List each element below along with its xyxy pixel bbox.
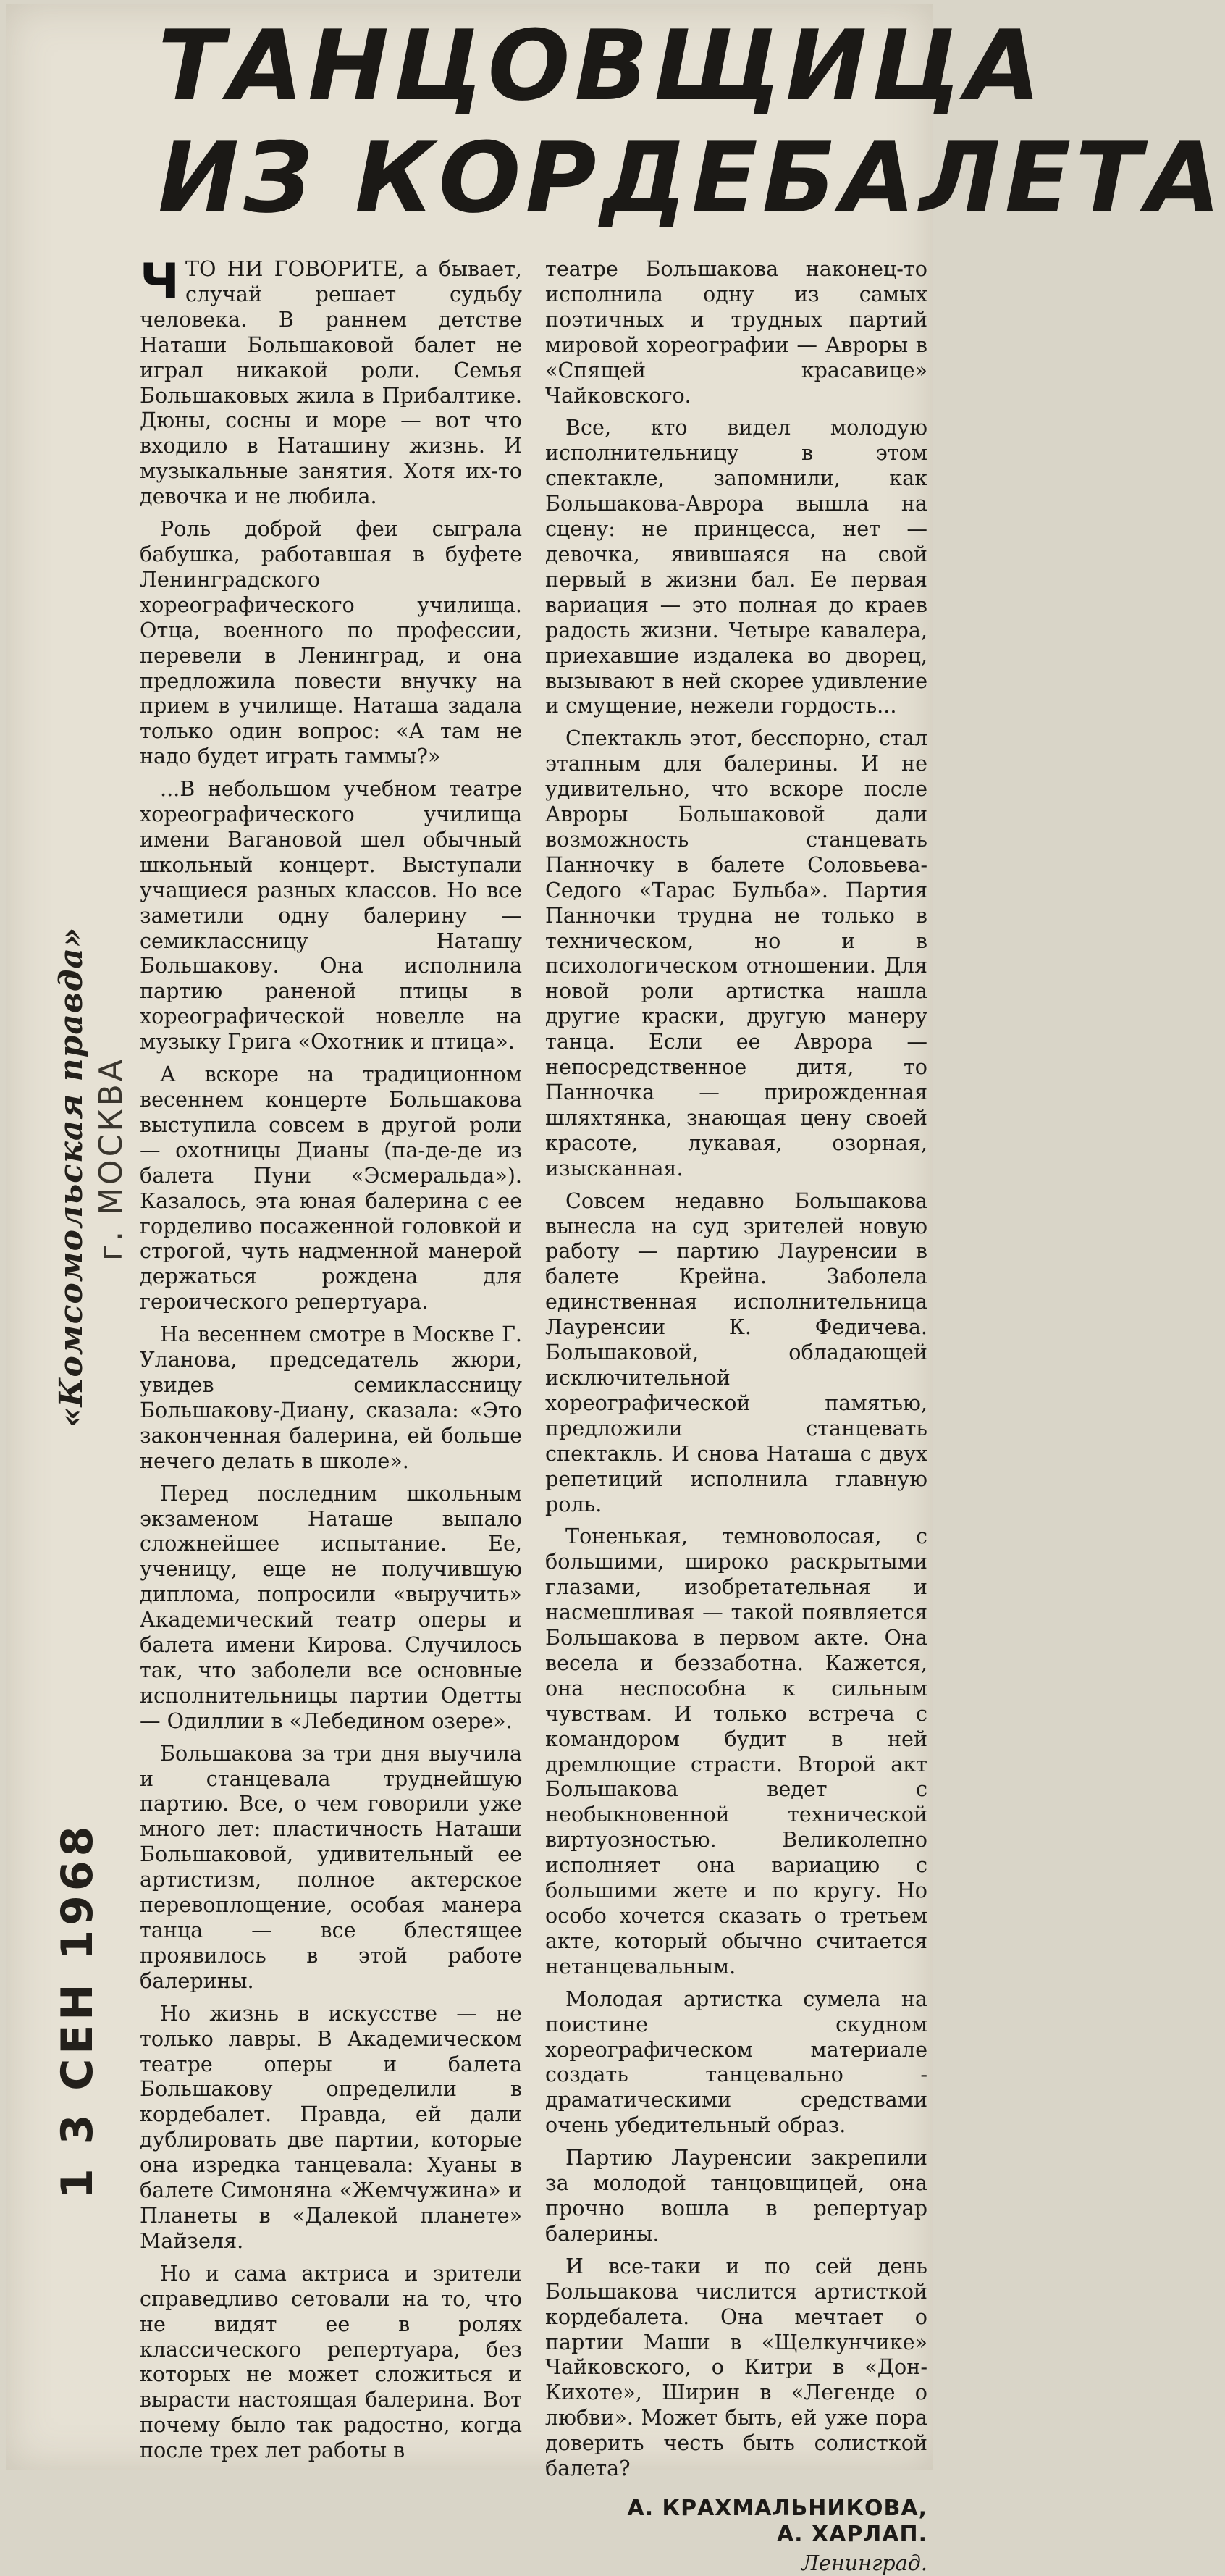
date-stamp: 1 3 СЕН 1968 bbox=[52, 1821, 103, 2199]
paragraph: Тоненькая, темноволосая, с большими, широко раскрытыми глазами, изобретательная и насмешливая — такой появляется Большакова в первом акте. Она весела и беззаботна. Кажется, она неспособна к сильным чувствам. И только встреча с командором будит в ней дремлющие страсти. Второй акт Большакова ведет с необыкновенной технической виртуозностью. Великолепно исполняет она вариацию с большими жете и по кругу. Но особо хочется сказать о третьем акте, который обычно считается нетанцевальным. bbox=[545, 1524, 927, 1979]
paragraph: Но жизнь в искусстве — не только лавры. В Академическом театре оперы и балета Большакову определили в кордебалет. Правда, ей дали дублировать две партии, которые она изредка танцевала: Хуаны в балете Симоняна «Жемчужина» и Планеты в «Далекой планете» Майзеля. bbox=[140, 2000, 522, 2253]
paragraph: Партию Лауренсии закрепили за молодой танцовщицей, она прочно вошла в репертуар балерины. bbox=[545, 2145, 927, 2246]
byline-city: Ленинград. bbox=[801, 2550, 927, 2575]
article-column-right bbox=[545, 256, 927, 2576]
author-2: А. ХАРЛАП. bbox=[776, 2521, 927, 2547]
author-1: А. КРАХМАЛЬНИКОВА, bbox=[627, 2495, 927, 2521]
paragraph: Совсем недавно Большакова вынесла на суд зрителей новую работу — партию Лауренсии в балете Крейна. Заболела единственная исполнительница Лауренсии К. Федичева. Большаковой, обладающей исключительной хореографической памятью, предложили станцевать спектакль. И снова Наташа с двух репетиций исполнила главную роль. bbox=[545, 1188, 927, 1516]
paragraph: Роль доброй феи сыграла бабушка, работавшая в буфете Ленинградского хореографического училища. Отца, военного по профессии, перевели в Ленинград, и она предложила повести внучку на прием в училище. Наташа задала только один вопрос: «А там не надо будет играть гаммы?» bbox=[140, 516, 522, 769]
newspaper-clipping bbox=[6, 4, 1225, 2575]
article-column-left bbox=[140, 253, 522, 2470]
paragraph: Большакова за три дня выучила и станцевала труднейшую партию. Все, о чем говорили уже много лет: пластичность Наташи Большаковой, удивительный ее артистизм, полное актерское перевоплощение, особая манера танца — все блестящее проявилось в этой работе балерины. bbox=[140, 1740, 522, 1993]
paragraph: Спектакль этот, бесспорно, стал этапным для балерины. И не удивительно, что вскоре после Авроры Большаковой дали возможность станцевать Панночку в балете Соловьева-Седого «Тарас Бульба». Партия Панночки трудна не только в техническом, но и в психологическом отношении. Для новой роли артистка нашла другие краски, другую манеру танца. Если ее Аврора — непосредственное дитя, то Панночка — прирожденная шляхтянка, знающая цену своей красоте, лукавая, озорная, изысканная. bbox=[545, 726, 927, 1180]
paragraph: театре Большакова наконец-то исполнила одну из самых поэтичных и трудных партий мировой хореографии — Авроры в «Спящей красавице» Чайковского. bbox=[545, 256, 927, 408]
lead-paragraph bbox=[140, 253, 522, 509]
paragraph: Все, кто видел молодую исполнительницу в этом спектакле, запомнили, как Большакова-Аврора вышла на сцену: не принцесса, нет — девочка, явившаяся на свой первый в жизни бал. Ее первая вариация — это полная до краев радость жизни. Четыре кавалера, приехавшие издалека во дворец, вызывают в ней скорее удивление и смущение, нежели гордость... bbox=[545, 415, 927, 718]
paragraph: Но и сама актриса и зрители справедливо сетовали на то, что не видят ее в ролях классического репертуара, без которых не может сложиться и вырасти настоящая балерина. Вот почему было так радостно, когда после трех лет работы в bbox=[140, 2260, 522, 2463]
drop-cap: Ч bbox=[140, 253, 180, 311]
newspaper-stamp: «Комсомольская правда» bbox=[53, 926, 90, 1427]
paragraph: ...В небольшом учебном театре хореографического училища имени Вагановой шел обычный школьный концерт. Выступали учащиеся разных классов. Но все заметили одну балерину — семиклассницу Наташу Большакову. Она исполнила партию раненой птицы в хореографической новелле на музыку Грига «Охотник и птица». bbox=[140, 776, 522, 1054]
paragraph: Перед последним школьным экзаменом Наташе выпало сложнейшее испытание. Ее, ученицу, еще не получившую диплома, попросили «выручить» Академический театр оперы и балета имени Кирова. Случилось так, что заболели все основные исполнительницы партии Одетты — Одиллии в «Лебедином озере». bbox=[140, 1480, 522, 1733]
headline-line-1: ТАНЦОВЩИЦА bbox=[158, 9, 1045, 122]
paragraph: Молодая артистка сумела на поистине скудном хореографическом материале создать танцевально - драматическими средствами очень убедительный образ. bbox=[545, 1986, 927, 2138]
paragraph: На весеннем смотре в Москве Г. Уланова, председатель жюри, увидев семиклассницу Большакову-Диану, сказала: «Это законченная балерина, ей больше нечего делать в школе». bbox=[140, 1322, 522, 1473]
byline bbox=[545, 2496, 927, 2576]
paragraph: А вскоре на традиционном весеннем концерте Большакова выступила совсем в другой роли — охотницы Дианы (па-де-де из балета Пуни «Эсмеральда»). Казалось, эта юная балерина с ее горделиво посаженной головкой и строгой, чуть надменной манерой держаться рождена для героического репертуара. bbox=[140, 1062, 522, 1314]
city-stamp: г. МОСКВА bbox=[93, 1057, 130, 1261]
headline-line-2: ИЗ КОРДЕБАЛЕТА bbox=[158, 122, 1225, 235]
paragraph: И все-таки и по сей день Большакова числится артисткой кордебалета. Она мечтает о партии Маши в «Щелкунчике» Чайковского, о Китри в «Дон-Кихоте», Ширин в «Легенде о любви». Может быть, ей уже пора доверить честь быть солисткой балета? bbox=[545, 2253, 927, 2481]
lead-text: ТО НИ ГОВОРИТЕ, а бывает, случай решает судьбу человека. В раннем детстве Наташи Большаковой балет не играл никакой роли. Семья Большаковых жила в Прибалтике. Дюны, сосны и море — вот что входило в Наташину жизнь. И музыкальные занятия. Хотя их-то девочка и не любила. bbox=[140, 256, 522, 509]
